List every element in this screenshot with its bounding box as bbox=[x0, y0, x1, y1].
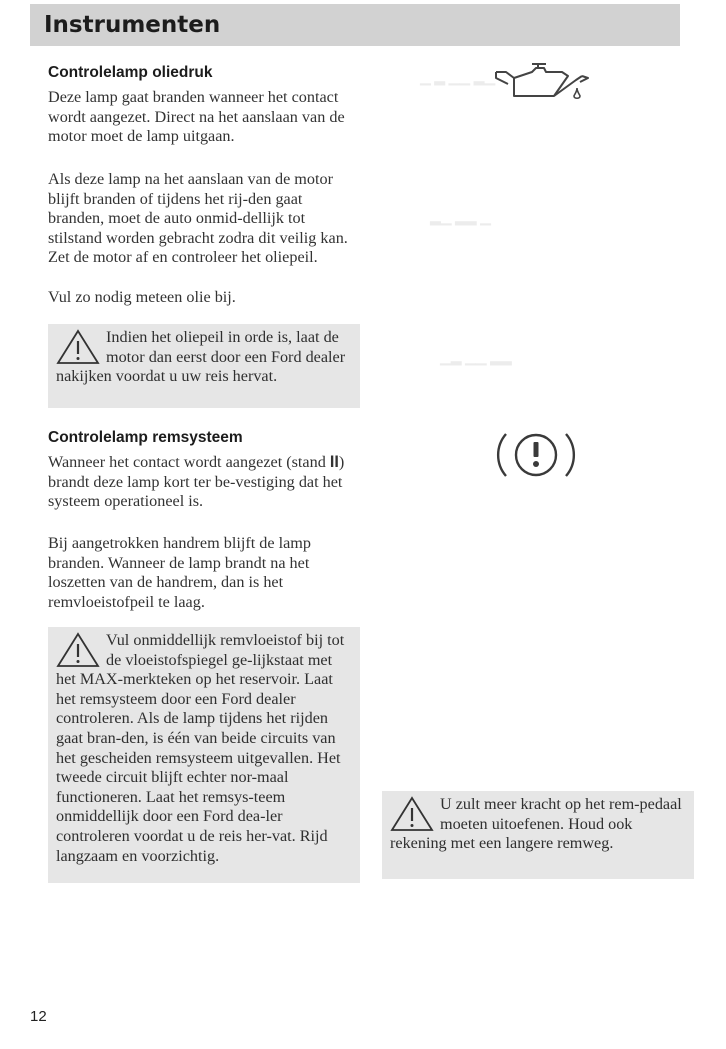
brake-paragraph-2: Bij aangetrokken handrem blijft de lamp branden. Wanneer de lamp brandt na het loszetten van de handrem, dan is het remvloeistofpeil te laag. bbox=[48, 534, 311, 611]
oil-paragraph-3: Vul zo nodig meteen olie bij. bbox=[48, 288, 236, 306]
brake-pedal-warning-box bbox=[382, 791, 694, 879]
brake-warning-icon bbox=[492, 424, 580, 486]
brake-system-title: Controlelamp remsysteem bbox=[48, 429, 243, 446]
page-title: Instrumenten bbox=[44, 12, 221, 38]
warning-triangle-icon bbox=[56, 632, 100, 668]
oil-warning-text: Indien het oliepeil in orde is, laat de motor dan eerst door een Ford dealer nakijken voordat u uw reis hervat. bbox=[56, 328, 346, 386]
page-number: 12 bbox=[30, 1008, 47, 1025]
oil-paragraph-1: Deze lamp gaat branden wanneer het contact wordt aangezet. Direct na het aanslaan van de motor moet de lamp uitgaan. bbox=[48, 88, 345, 146]
brake-warning-text: Vul onmiddellijk remvloeistof bij tot de vloeistofspiegel ge-lijkstaat met het MAX-merkteken op het reservoir. Laat het remsysteem door een Ford dealer controleren. Als de lamp tijdens het rijden gaat bran-den, is één van beide circuits van het gescheiden remsysteem uitgevallen. Het tweede circuit blijft echter nor-maal functioneren. Laat het remsys-teem onmiddellijk door een Ford dea-ler controleren voordat u de reis her-vat. Rijd langzaam en voorzichtig. bbox=[56, 631, 345, 865]
oil-can-icon bbox=[492, 58, 592, 104]
ignition-position: II bbox=[329, 453, 339, 471]
oil-warning-box bbox=[48, 324, 360, 408]
brake-paragraph-1: Wanneer het contact wordt aangezet (stand II) brandt deze lamp kort ter be-vestiging dat het systeem operationeel is. bbox=[48, 453, 345, 511]
brake-warning-box bbox=[48, 627, 360, 883]
oil-pressure-title: Controlelamp oliedruk bbox=[48, 64, 213, 81]
header-bar bbox=[30, 4, 680, 46]
brake-pedal-warning-text: U zult meer kracht op het rem-pedaal moeten uitoefenen. Houd ook rekening met een langere remweg. bbox=[390, 795, 682, 853]
warning-triangle-icon bbox=[390, 796, 434, 832]
oil-paragraph-2: Als deze lamp na het aanslaan van de motor blijft branden of tijdens het rij-den gaat branden, moet de auto onmid-dellijk tot stilstand worden gebracht zodra dit veilig kan. Zet de motor af en controleer het oliepeil. bbox=[48, 170, 348, 267]
warning-triangle-icon bbox=[56, 329, 100, 365]
